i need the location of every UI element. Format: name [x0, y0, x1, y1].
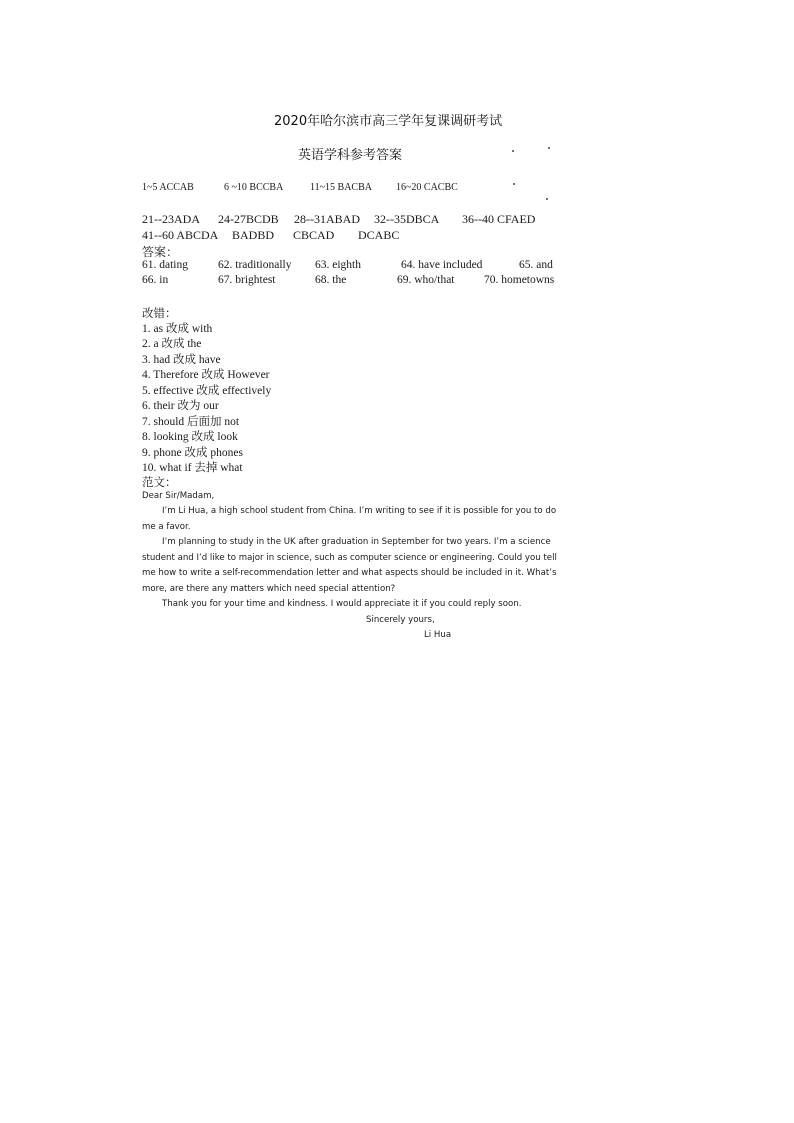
mc-answer-group: DCABC [358, 228, 400, 242]
corrections-heading: 改错： [142, 308, 177, 320]
mc-answer-group: 32--35DBCA [374, 212, 440, 226]
mc-answer-group: BADBD [232, 228, 275, 242]
scan-speck [548, 147, 550, 149]
fill-in-answer: 65. and [519, 259, 553, 271]
fill-in-answer: 70. hometowns [484, 274, 555, 286]
correction-item: 2. a 改成 the [142, 338, 202, 350]
model-essay-heading: 范文： [142, 477, 177, 489]
mc-answer-group: CBCAD [293, 228, 335, 242]
correction-item: 7. should 后面加 not [142, 416, 240, 428]
mc-answer-group: 1~5 ACCAB [142, 182, 194, 193]
mc-answer-group: 6 ~10 BCCBA [224, 182, 284, 193]
fill-in-answer: 61. dating [142, 259, 188, 271]
fill-in-answer: 69. who/that [397, 274, 455, 286]
letter-line: me a favor. [142, 522, 191, 532]
fill-in-answer: 67. brightest [218, 274, 276, 286]
scan-speck [546, 198, 548, 200]
correction-item: 6. their 改为 our [142, 400, 219, 412]
fill-in-answer: 68. the [315, 274, 347, 286]
correction-item: 8. looking 改成 look [142, 431, 238, 443]
letter-closing: Sincerely yours, [366, 615, 435, 625]
mc-answer-group: 36--40 CFAED [462, 212, 536, 226]
fill-in-answer: 62. traditionally [218, 259, 292, 271]
letter-line: student and I’d like to major in science, such as computer science or engineering. Could you tell [142, 553, 557, 563]
letter-line: I’m Li Hua, a high school student from China. I’m writing to see if it is possible for you to do [162, 506, 557, 516]
fill-in-heading: 答案： [142, 245, 179, 259]
page-subtitle: 英语学科参考答案 [298, 148, 403, 163]
scan-speck [513, 183, 515, 185]
correction-item: 9. phone 改成 phones [142, 447, 243, 459]
correction-item: 3. had 改成 have [142, 354, 221, 366]
mc-answer-group: 28--31ABAD [294, 212, 360, 226]
fill-in-answer: 63. eighth [315, 259, 361, 271]
correction-item: 1. as 改成 with [142, 323, 213, 335]
letter-line: Thank you for your time and kindness. I would appreciate it if you could reply soon. [162, 599, 522, 609]
mc-answer-group: 16~20 CACBC [396, 182, 458, 193]
correction-item: 10. what if 去掉 what [142, 462, 243, 474]
mc-answer-group: 11~15 BACBA [310, 182, 372, 193]
mc-answer-group: 41--60 ABCDA [142, 228, 219, 242]
scan-speck [512, 150, 514, 152]
letter-line: more, are there any matters which need special attention? [142, 584, 396, 594]
letter-line: I’m planning to study in the UK after graduation in September for two years. I’m a science [162, 537, 551, 547]
page-title: 2020年哈尔滨市高三学年复课调研考试 [274, 114, 503, 129]
letter-salutation: Dear Sir/Madam, [142, 491, 215, 501]
fill-in-answer: 66. in [142, 274, 169, 286]
correction-item: 5. effective 改成 effectively [142, 385, 272, 397]
mc-answer-group: 24-27BCDB [218, 212, 279, 226]
mc-answer-group: 21--23ADA [142, 212, 200, 226]
letter-signature: Li Hua [424, 630, 452, 640]
letter-line: me how to write a self-recommendation letter and what aspects should be included in it. What’s [142, 568, 557, 578]
correction-item: 4. Therefore 改成 However [142, 369, 270, 381]
fill-in-answer: 64. have included [401, 259, 483, 271]
